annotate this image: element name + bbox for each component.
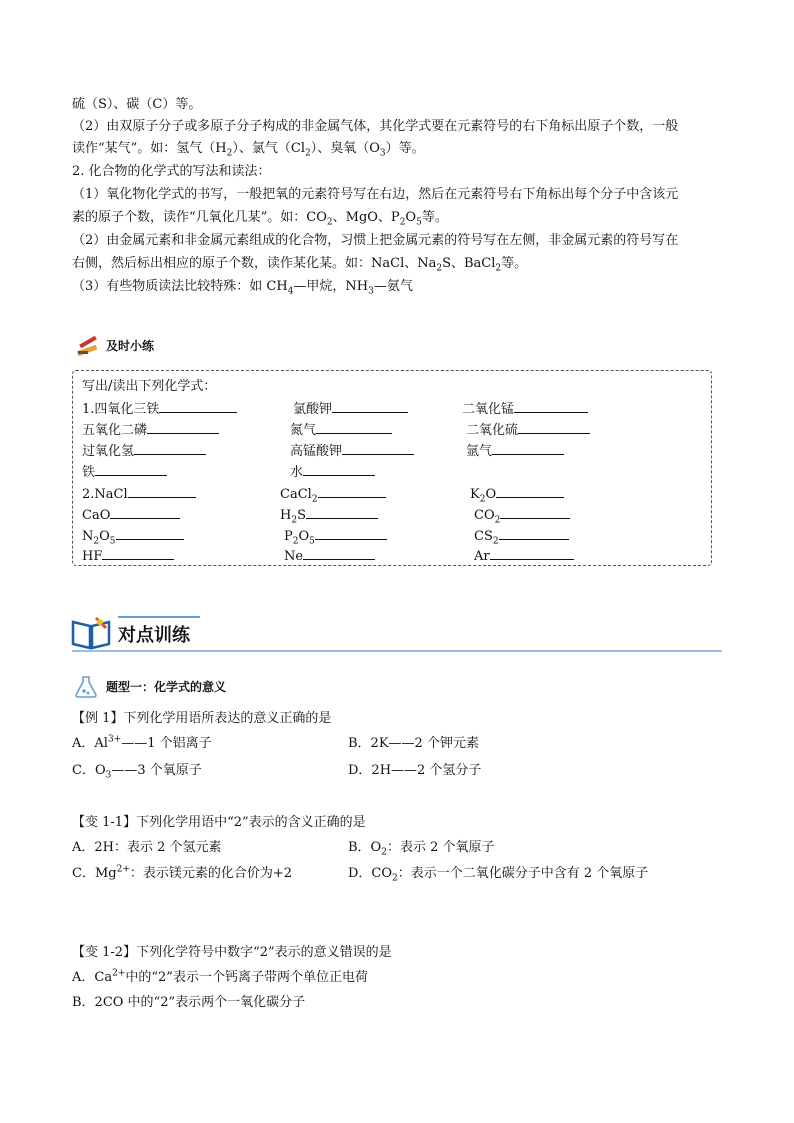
practice-item: $CS_2$	[474, 526, 569, 546]
title-accent-line	[118, 616, 200, 618]
practice-item: 氩气	[466, 441, 564, 461]
option-d: D．$CO_2$：表示一个二氧化碳分子中含有 2 个氧原子	[348, 866, 649, 884]
training-title: 对点训练	[118, 625, 190, 646]
text-line: 读作“某气”。如：氢气$(H_2)$、氯气$(Cl_2)$、臭氧$(O_3)$等。	[72, 141, 425, 159]
title-underline	[72, 650, 722, 652]
option-b: B．2CO 中的“2”表示两个一氧化碳分子	[72, 995, 306, 1010]
text-line: 素的原子个数，读作“几氧化几某”。如：$CO_2$、MgO、$P_2O_5$等。	[72, 210, 448, 228]
practice-item: 过氧化氢	[82, 441, 206, 461]
option-b: B．2K——2 个钾元素	[348, 736, 479, 751]
practice-item: 五氧化二磷	[82, 420, 219, 440]
text-line: （2）由双原子分子或多原子分子构成的非金属气体，其化学式要在元素符号的右下角标出原子个数，一般	[72, 119, 679, 134]
option-c: C．$O_3——3$ 个氧原子	[72, 763, 202, 781]
text-line: （3）有些物质读法比较特殊：如 $CH_4—$甲烷，$NH_3—$氨气	[72, 279, 413, 297]
option-d: D．2H——2 个氢分子	[348, 763, 482, 778]
pencil-ruler-icon	[76, 336, 100, 362]
practice-item: CaO	[82, 505, 180, 525]
text-line: 2. 化合物的化学式的写法和读法：	[72, 164, 271, 179]
practice-item: CaCl$_2$	[280, 484, 386, 504]
practice-item: 1.四氧化三铁	[82, 399, 237, 419]
practice-item: 氯酸钾	[293, 399, 408, 419]
practice-item: 氮气	[290, 420, 392, 440]
practice-item: $K_2O$	[470, 484, 564, 504]
practice-item: $N_2O_5$	[82, 526, 184, 546]
question-type-title: 题型一：化学式的意义	[106, 680, 227, 694]
practice-item: $P_2O_5$	[284, 526, 387, 546]
flask-icon	[74, 676, 98, 704]
practice-item: 铁	[82, 462, 167, 482]
practice-item: Ne	[284, 546, 375, 566]
option-a: A．$Ca^{2+}$中的“2”表示一个钙离子带两个单位正电荷	[72, 968, 368, 985]
option-a: A．2H：表示 2 个氢元素	[72, 840, 222, 855]
practice-item: 水	[290, 462, 375, 482]
practice-item: $H_2S$	[280, 505, 378, 525]
option-a: A．$Al^{3+}——1$ 个铝离子	[72, 734, 212, 751]
practice-item: Ar	[474, 546, 574, 566]
practice-item: 二氧化硫	[466, 420, 590, 440]
practice-intro: 写出/读出下列化学式：	[82, 379, 217, 394]
practice-header: 及时小练	[106, 339, 155, 353]
question-stem: 【变 1-1】下列化学用语中“2”表示的含义正确的是	[72, 815, 366, 830]
practice-item: 高锰酸钾	[290, 441, 414, 461]
question-stem: 【例 1】下列化学用语所表达的意义正确的是	[72, 711, 332, 726]
practice-item: 2.NaCl	[82, 484, 196, 504]
text-line: （2）由金属元素和非金属元素组成的化合物，习惯上把金属元素的符号写在左侧，非金属元素的符号写在	[72, 233, 679, 248]
question-stem: 【变 1-2】下列化学符号中数字“2”表示的意义错误的是	[72, 945, 392, 960]
practice-item: HF	[82, 546, 174, 566]
practice-item: $CO_2$	[474, 505, 570, 525]
text-line: 硫（S）、碳（C）等。	[72, 97, 202, 112]
practice-item: 二氧化锰	[462, 399, 588, 419]
text-line: （1）氧化物化学式的书写，一般把氧的元素符号写在右边，然后在元素符号右下角标出每个分子中含该元	[72, 187, 679, 202]
option-c: C．$Mg^{2+}$：表示镁元素的化合价为+2	[72, 864, 293, 881]
text-line: 右侧，然后标出相应的原子个数，读作某化某。如：NaCl、$Na_2S$、BaCl$_2$等。	[72, 256, 528, 274]
option-b: B．$O_2$：表示 2 个氧原子	[348, 840, 495, 858]
